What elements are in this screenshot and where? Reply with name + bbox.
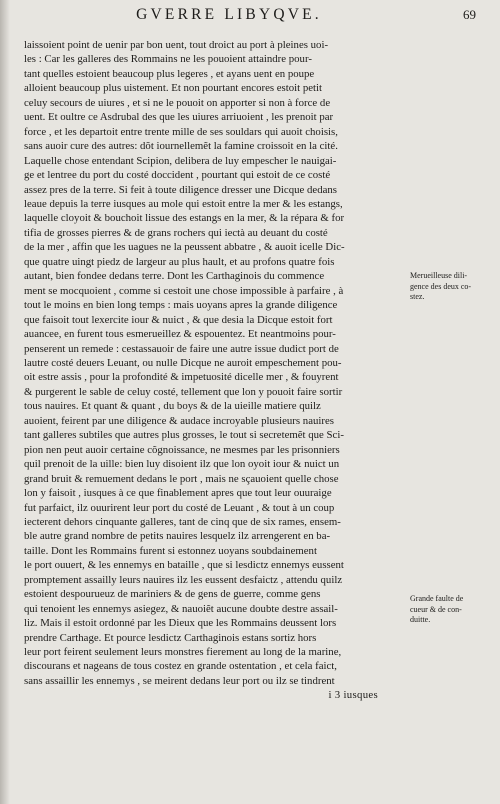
text-line: iecterent dehors cinquante galleres, tant de cinq que de six rames, ensem-	[24, 515, 341, 528]
text-line: uent. Et oultre ce Asdrubal des que les uiures arriuoient , les prenoit par	[24, 111, 334, 124]
text-line: tout le moins en bien long temps : mais uoyans apres la grande diligence	[24, 299, 338, 312]
text-line: pion nen peut auoir certaine cõgnoissance, ne mesmes par les prisonniers	[24, 443, 340, 456]
text-line: penserent un remede : cestassauoir de faire une autre issue dudict port de	[24, 342, 339, 355]
main-text-block	[24, 38, 402, 703]
text-line: qui tenoient les ennemys asiegez, & nauoiẽt aucune doubte destre assail-	[24, 602, 338, 615]
text-line: que faisoit tout lexercite iour & nuict , & que desia la Dicque estoit fort	[24, 313, 333, 326]
text-line: tous nauires. Et quant & quant , du boys & de la uieille matiere quilz	[24, 400, 321, 413]
text-line: le port ouuert, & les ennemys en bataille , que si lesdictz ennemys eussent	[24, 559, 344, 572]
text-line: les : Car les galleres des Rommains ne les pouoient attaindre pour-	[24, 53, 312, 66]
text-line: de la mer , affin que les uagues ne la peussent abbatre , & auoit icelle Dic-	[24, 241, 345, 254]
marginal-note-line: cueur & de con-	[410, 604, 462, 614]
text-line: promptement assailly leurs nauires ilz les eussent desfaictz , attendu quilz	[24, 573, 343, 586]
text-line: tifia de grosses pierres & de grans rochers qui iectà au deuant du costé	[24, 226, 328, 239]
marginal-note-line: gence des deux co-	[410, 281, 472, 291]
gutter-shadow	[0, 0, 10, 804]
text-line: alloient beaucoup plus uistement. Et non pourtant encores estoit petit	[24, 82, 323, 95]
text-line: celuy secours de uiures , et si ne le pouoit on apporter si non à force de	[24, 96, 331, 109]
text-line: discourans et nageans de tous costez en grande ostentation , et cela faict,	[24, 660, 337, 673]
text-line: Laquelle chose entendant Scipion, delibera de luy empescher le nauigai-	[24, 154, 337, 167]
text-line: liz. Mais il estoit ordonné par les Dieux que les Rommains deussent lors	[24, 617, 337, 630]
page-header	[22, 4, 476, 32]
text-line: auancee, en furent tous esmerueillez & espouentez. Et neantmoins pour-	[24, 328, 336, 341]
text-line: lautre costé deuers Leuant, ou nulle Dicque ne auroit empeschement pou-	[24, 356, 342, 369]
marginal-note	[410, 271, 494, 303]
text-line: tant galleres subtiles que autres plus grosses, le tout si secretemẽt que Sci-	[24, 429, 344, 442]
text-line: leaue depuis la terre iusques au mole qui estoit entre la mer & les estangs,	[24, 197, 343, 210]
running-title: GVERRE LIBYQVE.	[136, 6, 322, 23]
text-line: force , et les departoit entre trente mille de ses souldars qui auoit choisis,	[24, 125, 338, 138]
page-number: 69	[463, 7, 476, 22]
text-line: estoient despourueuz de mariniers & de gens de guerre, comme gens	[24, 588, 321, 601]
text-line: fut parfaict, ilz ouurirent leur port du costé de Leuant , & tout à un coup	[24, 501, 335, 514]
catchword-line: i 3 iusques	[328, 689, 378, 702]
text-line: & purgerent le sable de celuy costé, tellement que lon y pouoit faire sortir	[24, 385, 343, 398]
text-line: tant quelles estoient beaucoup plus legeres , et ayans uent en poupe	[24, 67, 315, 80]
marginal-note	[410, 594, 494, 626]
text-line: laissoient point de uenir par bon uent, tout droict au port à pleines uoi-	[24, 39, 329, 51]
text-line: auoient, feirent par une diligence & audace incroyable plusieurs nauires	[24, 414, 334, 427]
marginal-note-line: stez.	[410, 292, 425, 301]
text-line: sans auoir cure des autres: dõt iournellemẽt la famine croissoit en la cité.	[24, 140, 338, 153]
text-line: ge et lentree du port du costé doccident , pourtant qui estoit de ce costé	[24, 169, 331, 182]
text-line: lon y faisoit , iusques à ce que finablement apres que tout leur ouuraige	[24, 487, 332, 500]
text-line: ble autre grand nombre de petits nauires lesquelz ilz arrengerent en ba-	[24, 530, 331, 543]
text-line: laquelle cloyoit & bouchoit lissue des estangs en la mer, & la répara & for	[24, 212, 345, 225]
text-line: que quatre uingt piedz de largeur au plus hault, et au profons quatre fois	[24, 255, 335, 268]
text-line: prendre Carthage. Et pource lesdictz Carthaginois estans sortiz hors	[24, 631, 317, 644]
text-line: grand bruit & remuement dedans le port , mais ne sçauoient quelle chose	[24, 472, 339, 485]
text-line: autant, bien fondee dedans terre. Dont les Carthaginois du commence	[24, 270, 325, 283]
text-line: oit estre assis , pour la profondité & impetuosité dicelle mer , & fouyrent	[24, 371, 339, 384]
text-line: leur port feirent seulement leurs monstres fierement au long de la marine,	[24, 646, 342, 659]
text-line: assez pres de la terre. Si feit à toute diligence dresser une Dicque dedans	[24, 183, 337, 196]
text-line: sans assaillir les ennemys , se meirent dedans leur port ou ilz se tindrent	[24, 674, 335, 687]
marginal-note-line: Merueilleuse dili-	[410, 271, 468, 280]
text-line: ment se mocquoient , comme si cestoit une chose impossible à parfaire , à	[24, 284, 344, 297]
text-line: quil prenoit de la uille: bien luy disoient ilz que lon oyoit iour & nuict un	[24, 458, 340, 471]
marginal-note-line: Grande faulte de	[410, 594, 464, 603]
marginal-note-line: duitte.	[410, 615, 431, 624]
text-line: taille. Dont les Rommains furent si estonnez uoyans soubdainement	[24, 544, 317, 557]
